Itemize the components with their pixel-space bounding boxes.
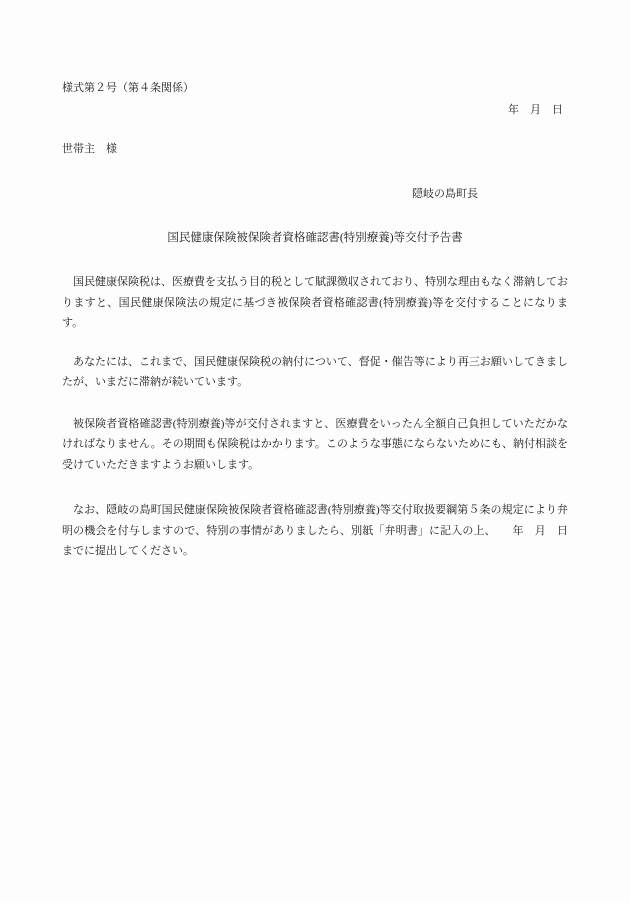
addressee-line: 世帯主 様 [62, 143, 117, 155]
paragraph-1: 国民健康保険税は、医療費を支払う目的税として賦課徴収されており、特別な理由もなく滞納しておりますと、国民健康保険法の規定に基づき被保険者資格確認書(特別療養)等を交付することになります。 [62, 276, 568, 329]
paragraph-3: 被保険者資格確認書(特別療養)等が交付されますと、医療費をいったん全額自己負担していただかなければなりません。その期間も保険税はかかります。このような事態にならないためにも、納付相談を受けていただきますようお願いします。 [62, 417, 568, 471]
form-number: 様式第２号（第４条関係） [62, 82, 194, 94]
paragraph-2: あなたには、これまで、国民健康保険税の納付について、督促・催告等により再三お願いしてきましたが、いまだに滞納が続いています。 [62, 355, 568, 388]
sender-name: 隠岐の島町長 [412, 188, 478, 200]
document-title: 国民健康保険被保険者資格確認書(特別療養)等交付予告書 [167, 232, 463, 244]
date-line: 年 月 日 [508, 104, 563, 116]
paragraph-4: なお、隠岐の島町国民健康保険被保険者資格確認書(特別療養)等交付取扱要綱第５条の規定により弁明の機会を付与しますので、特別の事情がありましたら、別紙「弁明書」に記入の上、 年 月 日までに提出してください。 [62, 504, 568, 557]
